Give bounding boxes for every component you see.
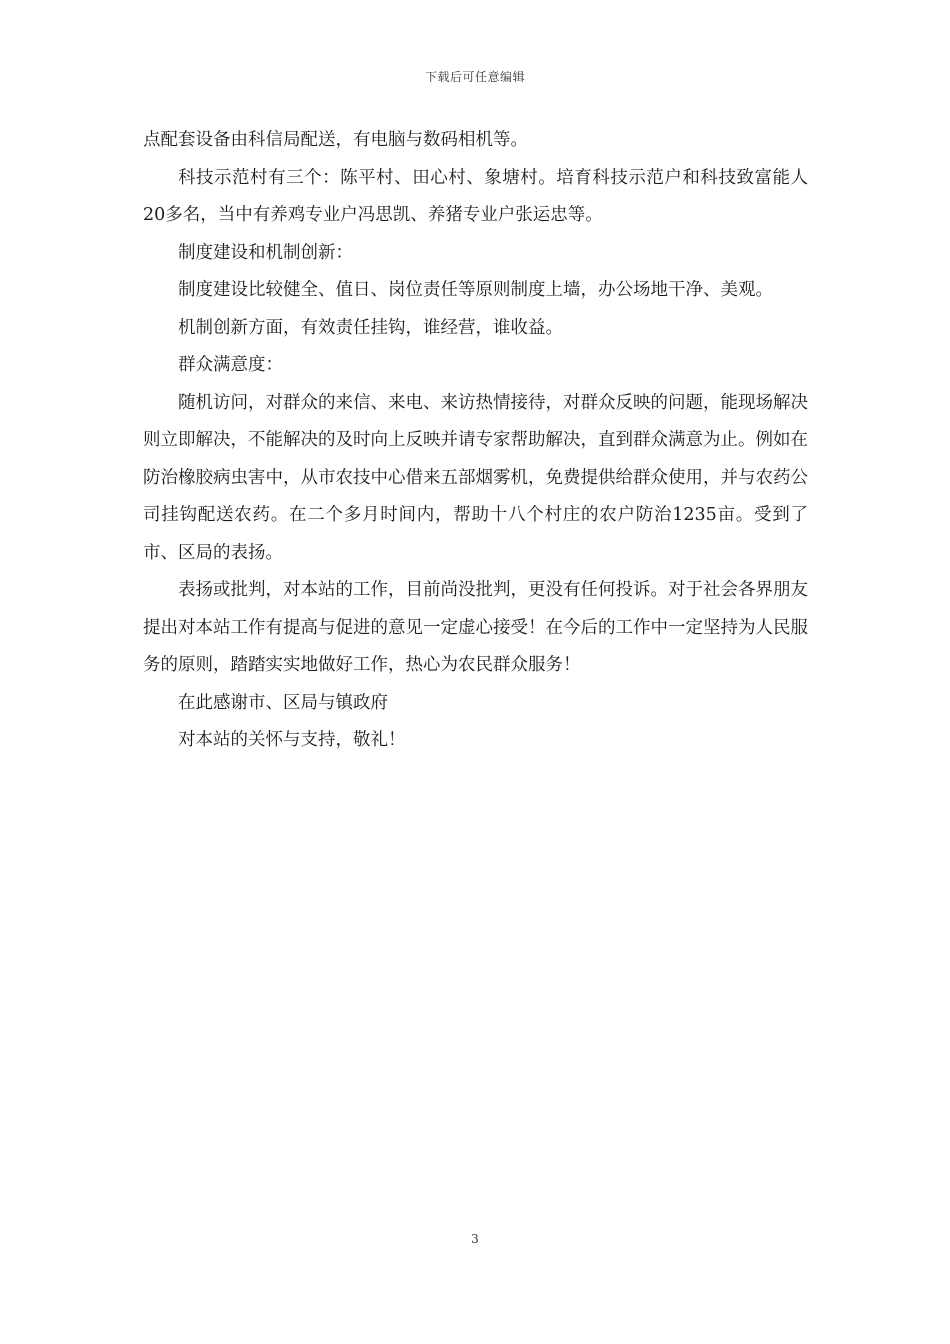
paragraph-4: 机制创新方面，有效责任挂钩，谁经营，谁收益。: [178, 317, 563, 338]
paragraph-2: 科技示范村有三个：陈平村、田心村、象塘村。培育科技示范户和科技致富能人20多名，当中有养鸡专业户冯思凯、养猪专业户张运忠等。: [143, 167, 808, 225]
paragraph-6: 表扬或批判，对本站的工作，目前尚没批判，更没有任何投诉。对于社会各界朋友提出对本站工作有提高与促进的意见一定虚心接受！在今后的工作中一定坚持为人民服务的原则，踏踏实实地做好工作，热心为农民群众服务！: [143, 580, 808, 675]
section-heading-system: 制度建设和机制创新：: [178, 242, 353, 263]
paragraph-5: 随机访问，对群众的来信、来电、来访热情接待，对群众反映的问题，能现场解决则立即解决，不能解决的及时向上反映并请专家帮助解决，直到群众满意为止。例如在防治橡胶病虫害中，从市农技中心借来五部烟雾机，免费提供给群众使用，并与农药公司挂钩配送农药。在二个多月时间内，帮助十八个村庄的农户防治1235亩。受到了市、区局的表扬。: [143, 392, 808, 563]
closing-line-2: 对本站的关怀与支持，敬礼！: [178, 730, 406, 750]
section-heading-satisfaction: 群众满意度：: [178, 355, 283, 375]
paragraph-3: 制度建设比较健全、值日、岗位责任等原则制度上墙，办公场地干净、美观。: [178, 280, 773, 300]
document-body: [143, 122, 808, 760]
paragraph-1: 点配套设备由科信局配送，有电脑与数码相机等。: [143, 130, 528, 150]
closing-line-1: 在此感谢市、区局与镇政府: [178, 692, 388, 713]
page-number: 3: [471, 1232, 479, 1246]
page-header: 下载后可任意编辑: [424, 70, 525, 84]
